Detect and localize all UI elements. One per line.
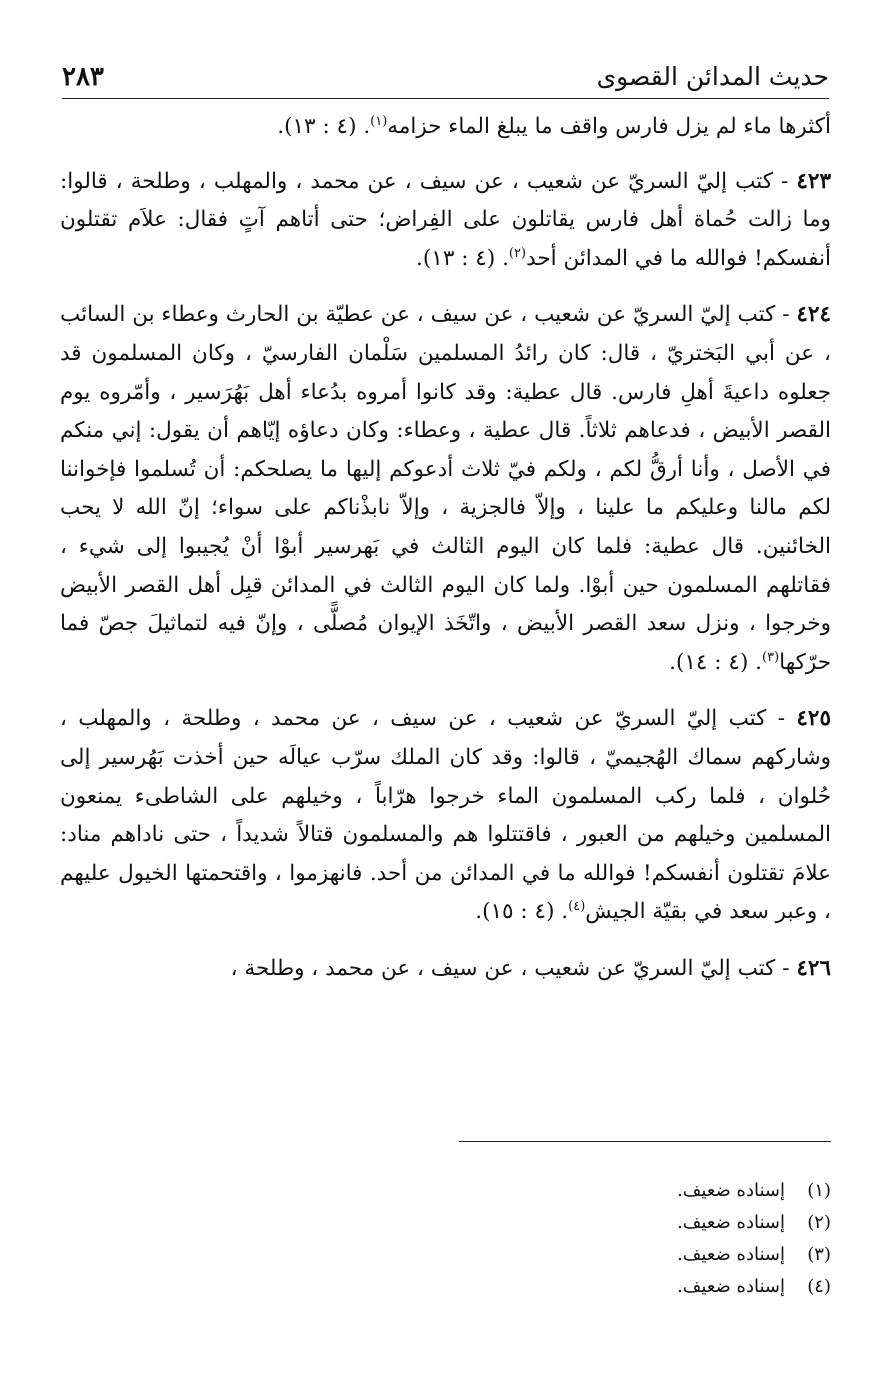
citation-ref: . (٤ : ١٥). <box>475 899 569 925</box>
paragraph-text: - كتب إليّ السريّ عن شعيب ، عن سيف ، عن محمد ، وطلحة ، <box>230 955 797 981</box>
footnote-number: (٢) <box>807 1212 831 1233</box>
main-text <box>60 108 831 1006</box>
footnote-number: (٤) <box>807 1276 831 1297</box>
footnote-text: إسناده ضعيف. <box>677 1180 785 1201</box>
paragraph-number: ٤٢٤ <box>796 302 831 328</box>
paragraph-424 <box>60 296 831 682</box>
footnote-divider <box>459 1141 831 1142</box>
paragraph-text: أكثرها ماء لم يزل فارس واقف ما يبلغ الماء حزامه <box>387 114 831 139</box>
footnote-marker: (٢) <box>508 245 527 261</box>
footnote-marker: (١) <box>370 113 388 129</box>
footnote <box>459 1239 831 1271</box>
paragraph-423 <box>60 163 831 279</box>
footnote-text: إسناده ضعيف. <box>677 1212 785 1233</box>
footnote-text: إسناده ضعيف. <box>677 1276 785 1297</box>
paragraph-425 <box>60 700 831 932</box>
footnote <box>459 1207 831 1239</box>
citation-ref: . (٤ : ١٤). <box>669 649 762 675</box>
running-title: حديث المدائن القصوى <box>596 62 829 91</box>
citation-ref: . (٤ : ١٣). <box>277 114 371 139</box>
footnote <box>459 1271 831 1303</box>
footnote-marker: (٤) <box>568 899 586 915</box>
footnote-marker: (٣) <box>762 649 780 665</box>
footnote-text: إسناده ضعيف. <box>677 1244 785 1265</box>
footnote-number: (٣) <box>807 1244 831 1265</box>
paragraph-number: ٤٢٣ <box>796 168 831 194</box>
footnote <box>459 1175 831 1207</box>
footnotes <box>459 1175 831 1303</box>
paragraph-number: ٤٢٦ <box>796 955 831 981</box>
page-number: ٢٨٣ <box>62 62 104 92</box>
citation-ref: . (٤ : ١٣). <box>416 245 509 271</box>
paragraph-text: - كتب إليّ السريّ عن شعيب ، عن سيف ، عن محمد ، وطلحة ، والمهلب ، وشاركهم سماك الهُجيميّ ، قالوا: وقد كان الملك سرّب عيالَه حين أخذت بَهُرسير إلى حُلوان ، فلما ركب المسلمون الماء خرجوا هرّاباً ، وخيلهم على الشاطىء يمنعون المسلمين وخيلهم من العبور ، فاقتتلوا هم والمسلمون قتالاً شديداً ، حتى ناداهم مناد: علامَ تقتلون أنفسكم! فوالله ما في المدائن من أحد. فانهزموا ، واقتحمتها الخيول عليهم ، وعبر سعد في بقيّة الجيش <box>60 706 831 925</box>
paragraph-text: - كتب إليّ السريّ عن شعيب ، عن سيف ، عن عطيّة بن الحارث وعطاء بن السائب ، عن أبي البَختريّ ، قال: كان رائدُ المسلمين سَلْمان الفارسيّ ، وكان المسلمون قد جعلوه داعيةَ أهلِ فارس. قال عطية: وقد كانوا أمروه بدُعاء أهل بَهُرَسير ، وأمّروه يوم القصر الأبيض ، فدعاهم ثلاثاً. قال عطية ، وعطاء: وكان دعاؤه إيّاهم أن يقول: إني منكم في الأصل ، وأنا أرقُّ لكم ، ولكم فيّ ثلاث أدعوكم إليها ما يصلحكم: أن تُسلموا فإخواننا لكم مالنا وعليكم ما علينا ، وإلاّ فالجزية ، وإلاّ نابذْناكم على سواء؛ إنّ الله لا يحب الخائنين. قال عطية: فلما كان اليوم الثالث في بَهرسير أبوْا أنْ يُجيبوا إلى شيء ، فقاتلهم المسلمون حين أبوْا. ولما كان اليوم الثالث في المدائن قبِل أهل القصر الأبيض وخرجوا ، ونزل سعد القصر الأبيض ، واتّخَذ الإيوان مُصلًّى ، وإنّ فيه لتماثيلَ جصّ فما حرّكها <box>60 302 831 675</box>
page-header <box>62 52 829 99</box>
footnote-number: (١) <box>807 1180 831 1201</box>
paragraph-426 <box>60 950 831 989</box>
paragraph-text: - كتب إليّ السريّ عن شعيب ، عن سيف ، عن محمد ، والمهلب ، وطلحة ، قالوا: وما زالت حُماة أهل فارس يقاتلون على الفِراض؛ حتى أتاهم آتٍ فقال: علاَم تقتلون أنفسكم! فوالله ما في المدائن أحد <box>60 168 831 271</box>
paragraph-continuation <box>60 108 831 147</box>
paragraph-number: ٤٢٥ <box>796 706 831 732</box>
